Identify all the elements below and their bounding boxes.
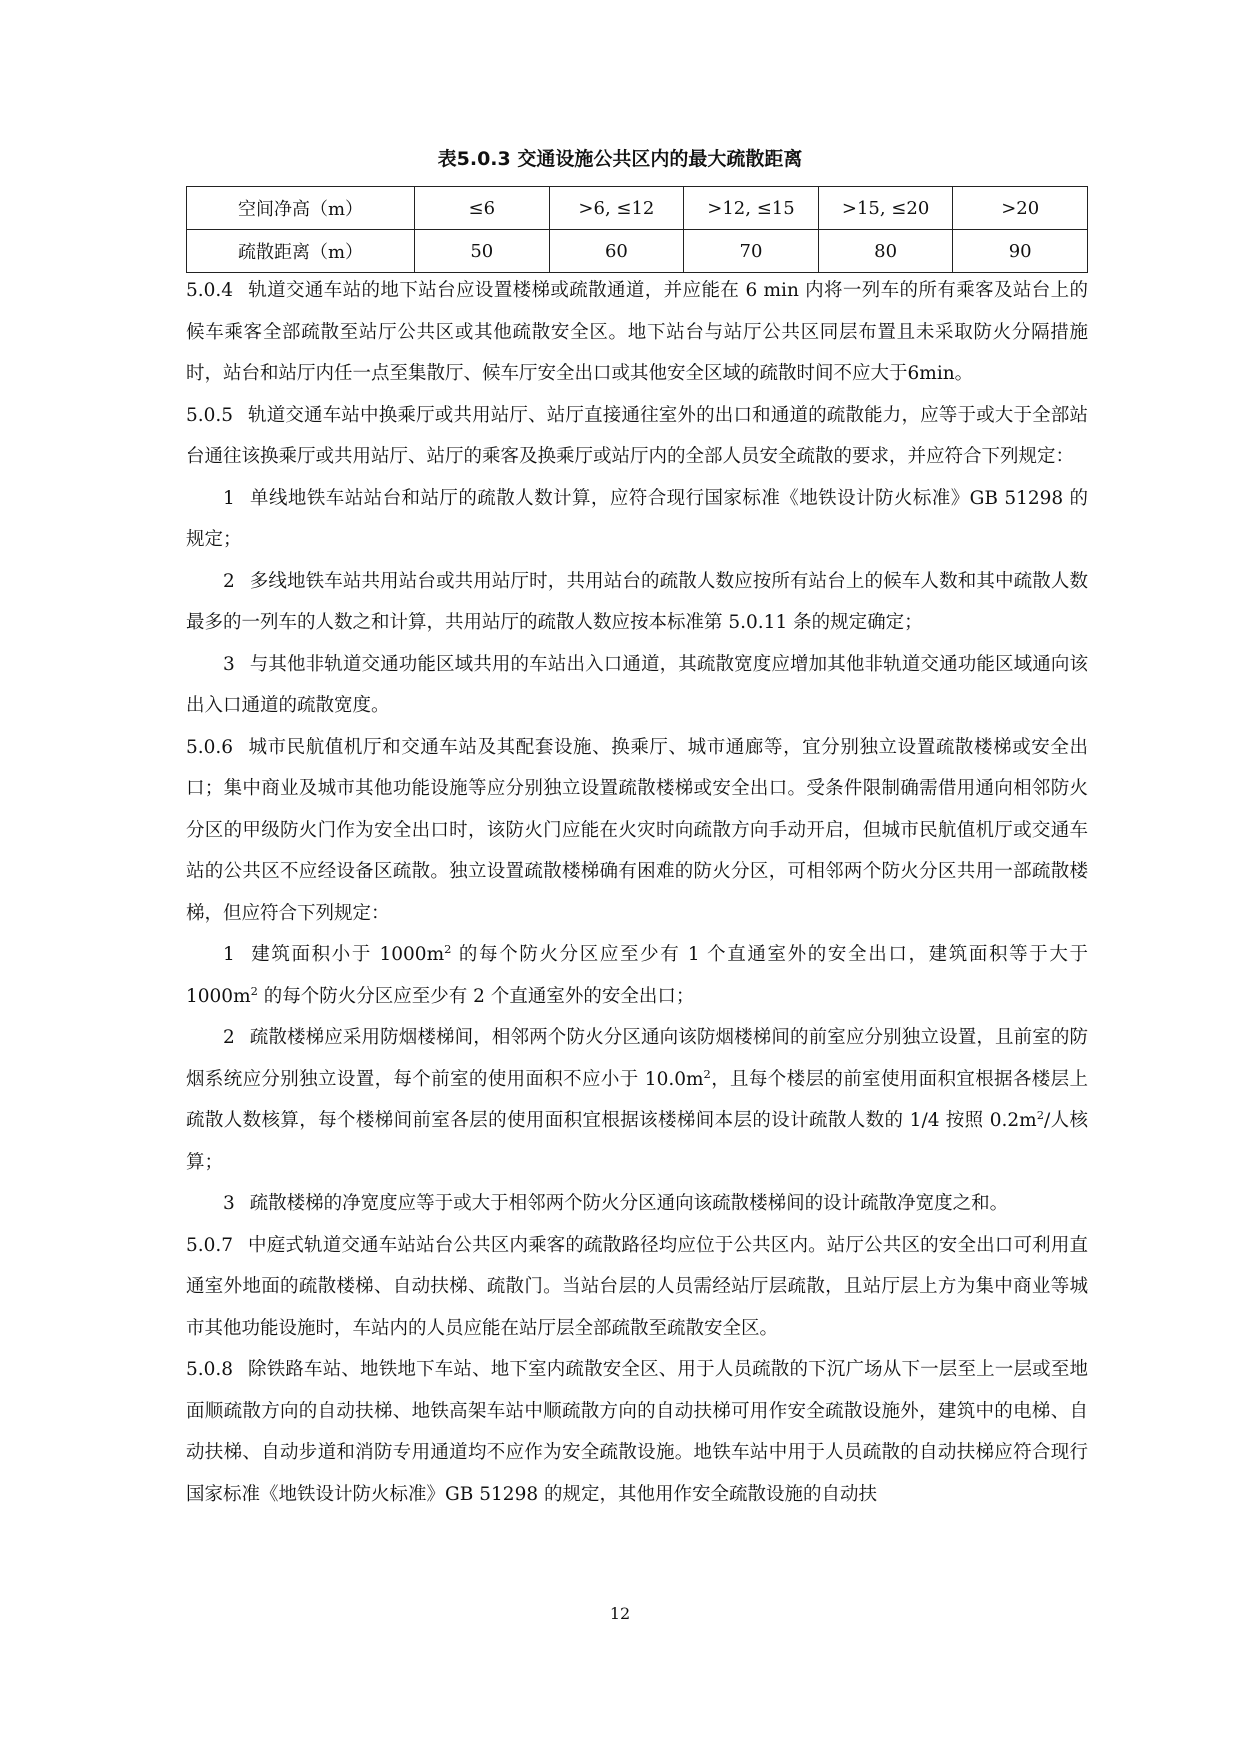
table-row: [187, 230, 1088, 273]
clause-text: 除铁路车站、地铁地下车站、地下室内疏散安全区、用于人员疏散的下沉广场从下一层至上一层或至地面顺疏散方向的自动扶梯、地铁高架车站中顺疏散方向的自动扶梯可用作安全疏散设施外，建筑中的电梯、自动扶梯、自动步道和消防专用通道均不应作为安全疏散设施。地铁车站中用于人员疏散的自动扶梯应符合现行国家标准《地铁设计防火标准》GB 51298 的规定，其他用作安全疏散设施的自动扶: [186, 1359, 1088, 1505]
clause-5-0-6: [186, 727, 1088, 935]
item-text: 多线地铁车站共用站台或共用站厅时，共用站台的疏散人数应按所有站台上的候车人数和其中疏散人数最多的一列车的人数之和计算，共用站厅的疏散人数应按本标准第 5.0.11 条的规定确定；: [186, 570, 1088, 633]
table-caption: 表5.0.3 交通设施公共区内的最大疏散距离: [437, 148, 803, 170]
clause-text: 轨道交通车站中换乘厅或共用站厅、站厅直接通往室外的出口和通道的疏散能力，应等于或大于全部站台通往该换乘厅或共用站厅、站厅的乘客及换乘厅或站厅内的全部人员安全疏散的要求，并应符合下列规定：: [186, 404, 1088, 467]
body-text: [186, 270, 1088, 1515]
item-text: 疏散楼梯的净宽度应等于或大于相邻两个防火分区通向该疏散楼梯间的设计疏散净宽度之和。: [249, 1193, 1009, 1214]
clause-number: 5.0.4: [186, 280, 234, 301]
item-number: 1: [223, 944, 235, 965]
item-text: 与其他非轨道交通功能区域共用的车站出入口通道，其疏散宽度应增加其他非轨道交通功能区域通向该出入口通道的疏散宽度。: [186, 653, 1088, 716]
clause-text: 城市民航值机厅和交通车站及其配套设施、换乘厅、城市通廊等，宜分别独立设置疏散楼梯或安全出口；集中商业及城市其他功能设施等应分别独立设置疏散楼梯或安全出口。受条件限制确需借用通向相邻防火分区的甲级防火门作为安全出口时，该防火门应能在火灾时向疏散方向手动开启，但城市民航值机厅或交通车站的公共区不应经设备区疏散。独立设置疏散楼梯确有困难的防火分区，可相邻两个防火分区共用一部疏散楼梯，但应符合下列规定：: [186, 736, 1088, 924]
table-cell: 90: [953, 230, 1088, 273]
sub-item: [186, 478, 1088, 561]
item-number: 1: [223, 487, 235, 509]
sub-item: [186, 561, 1088, 644]
clause-number: 5.0.6: [186, 736, 234, 758]
item-number: 2: [223, 570, 235, 592]
table-row: [187, 187, 1088, 230]
table-cell: ≤6: [415, 187, 550, 230]
superscript: 2: [250, 983, 258, 998]
item-number: 3: [223, 1193, 235, 1214]
table-cell: 60: [549, 230, 684, 273]
clause-text: 中庭式轨道交通车站站台公共区内乘客的疏散路径均应位于公共区内。站厅公共区的安全出口可利用直通室外地面的疏散楼梯、自动扶梯、疏散门。当站台层的人员需经站厅层疏散，且站厅层上方为集中商业等城市其他功能设施时，车站内的人员应能在站厅层全部疏散至疏散安全区。: [186, 1234, 1088, 1339]
table-cell: >15, ≤20: [818, 187, 953, 230]
clause-5-0-8: [186, 1349, 1088, 1515]
table-cell: 50: [415, 230, 550, 273]
sub-item: [186, 644, 1088, 727]
clause-5-0-4: [186, 270, 1088, 395]
superscript: 2: [444, 941, 452, 956]
table-header-label: 空间净高（m）: [187, 187, 415, 230]
sub-item: 2 疏散楼梯应采用防烟楼梯间，相邻两个防火分区通向该防烟楼梯间的前室应分别独立设置，且前室的防烟系统应分别独立设置，每个前室的使用面积不应小于 $10.0m^2$，且每个楼层的前室使用面积宜根据各楼层上疏散人数核算，每个楼梯间前室各层的使用面积宜根据该楼梯间本层的设计疏散人数的 1/4 按照 $0.2m^2/$人核算；: [186, 1027, 1088, 1173]
item-number: 3: [223, 653, 235, 675]
item-text: 单线地铁车站站台和站厅的疏散人数计算，应符合现行国家标准《地铁设计防火标准》GB 51298 的规定；: [186, 487, 1088, 550]
sub-item: [186, 1183, 1088, 1225]
clause-5-0-7: [186, 1225, 1088, 1350]
evacuation-distance-table: [186, 186, 1088, 273]
clause-number: 5.0.7: [186, 1234, 234, 1256]
table-cell: >20: [953, 187, 1088, 230]
superscript: 2: [703, 1066, 711, 1081]
table-row-label: 疏散距离（m）: [187, 230, 415, 273]
superscript: 2: [1036, 1107, 1044, 1122]
page-number: 12: [609, 1604, 631, 1623]
clause-text: 轨道交通车站的地下站台应设置楼梯或疏散通道，并应能在 6 min 内将一列车的所有乘客及站台上的候车乘客全部疏散至站厅公共区或其他疏散安全区。地下站台与站厅公共区同层布置且未采取防火分隔措施时，站台和站厅内任一点至集散厅、候车厅安全出口或其他安全区域的疏散时间不应大于6min。: [186, 280, 1088, 384]
sub-item: 1 建筑面积小于 $1000m^2$ 的每个防火分区应至少有 1 个直通室外的安全出口，建筑面积等于大于 $1000m^2$ 的每个防火分区应至少有 2 个直通室外的安全出口；: [186, 941, 1088, 1007]
table-cell: >12, ≤15: [684, 187, 819, 230]
clause-number: 5.0.5: [186, 404, 234, 426]
clause-number: 5.0.8: [186, 1359, 234, 1380]
clause-5-0-5: [186, 395, 1088, 478]
table-cell: 70: [684, 230, 819, 273]
item-number: 2: [223, 1027, 235, 1048]
table-cell: >6, ≤12: [549, 187, 684, 230]
table-cell: 80: [818, 230, 953, 273]
